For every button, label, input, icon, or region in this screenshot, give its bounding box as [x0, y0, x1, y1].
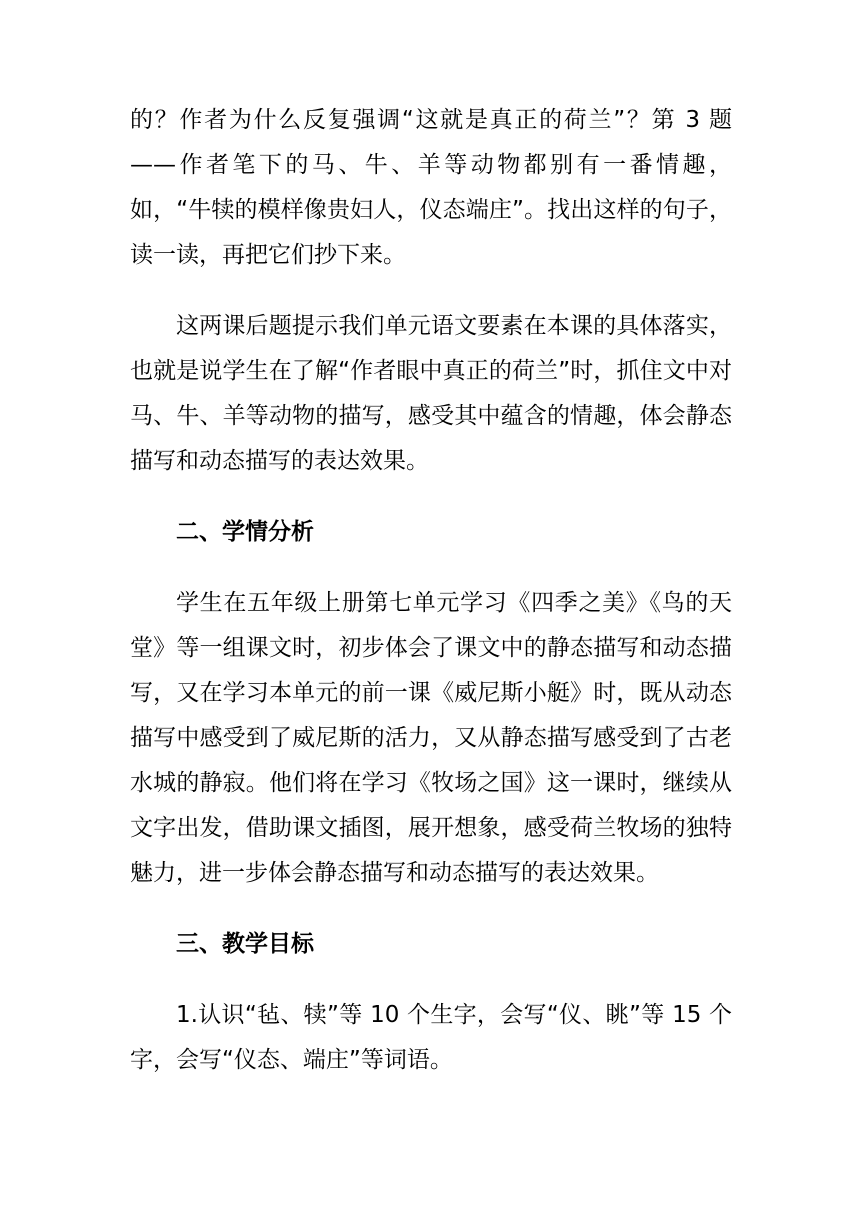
- document-page: [130, 98, 732, 1109]
- paragraph-goal-1: 1.认识“毡、犊”等 10 个生字，会写“仪、眺”等 15 个字，会写“仪态、端庄”等词语。: [130, 1002, 732, 1073]
- section-heading-student-analysis: 二、学情分析: [176, 519, 314, 545]
- paragraph-continuation: 的？作者为什么反复强调“这就是真正的荷兰”？第 3 题——作者笔下的马、牛、羊等动物都别有一番情趣，如，“牛犊的模样像贵妇人，仪态端庄”。找出这样的句子，读一读，再把它们抄下来。: [130, 107, 732, 268]
- section-heading-teaching-goals: 三、教学目标: [176, 931, 314, 957]
- paragraph-lesson-questions: 这两课后题提示我们单元语文要素在本课的具体落实，也就是说学生在了解“作者眼中真正的荷兰”时，抓住文中对马、牛、羊等动物的描写，感受其中蕴含的情趣，体会静态描写和动态描写的表达效果。: [130, 313, 732, 474]
- paragraph-student-analysis: 学生在五年级上册第七单元学习《四季之美》《鸟的天堂》等一组课文时，初步体会了课文中的静态描写和动态描写，又在学习本单元的前一课《威尼斯小艇》时，既从动态描写中感受到了威尼斯的活力，又从静态描写感受到了古老水城的静寂。他们将在学习《牧场之国》这一课时，继续从文字出发，借助课文插图，展开想象，感受荷兰牧场的独特魅力，进一步体会静态描写和动态描写的表达效果。: [130, 590, 732, 886]
